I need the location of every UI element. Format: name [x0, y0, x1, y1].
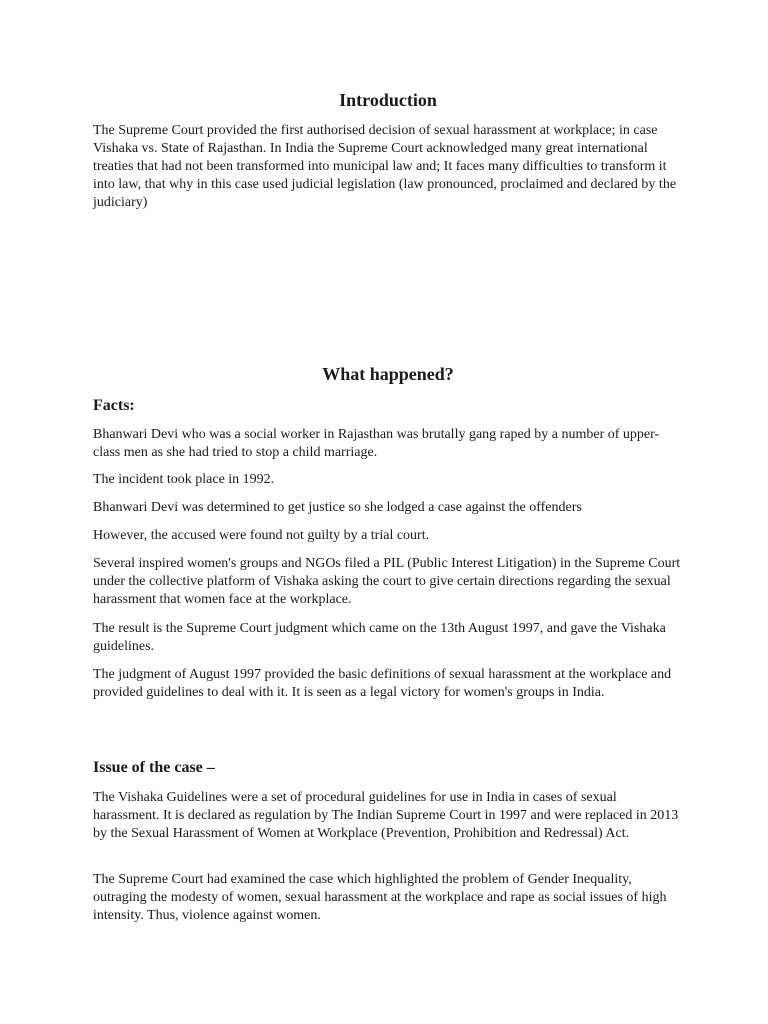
fact-paragraph: [93, 555, 683, 609]
introduction-heading: Introduction: [339, 90, 437, 110]
fact-paragraph: [93, 620, 683, 656]
fact-paragraph-text: The judgment of August 1997 provided the basic definitions of sexual harassment at the workplace and provided guidelines to deal with it. It is seen as a legal victory for women's groups in India.: [93, 667, 672, 700]
fact-paragraph: [93, 666, 683, 702]
fact-paragraph: [93, 499, 683, 517]
issue-paragraph: [93, 871, 683, 925]
what-happened-section: [93, 363, 683, 385]
fact-paragraph: [93, 426, 683, 462]
fact-paragraph-text: Bhanwari Devi who was a social worker in Rajasthan was brutally gang raped by a number of upper-class men as she had tried to stop a child marriage.: [93, 427, 660, 460]
introduction-section: [93, 89, 683, 111]
issue-paragraph: [93, 789, 683, 843]
fact-paragraph: [93, 471, 683, 489]
introduction-body: [93, 122, 683, 212]
facts-section: [93, 396, 683, 416]
issue-paragraph-text: The Supreme Court had examined the case which highlighted the problem of Gender Inequality, outraging the modesty of women, sexual harassment at the workplace and rape as social issues of high intensity. Thus, violence against women.: [93, 872, 667, 923]
fact-paragraph-text: However, the accused were found not guilty by a trial court.: [93, 528, 430, 543]
fact-paragraph: [93, 527, 683, 545]
facts-heading: Facts:: [93, 397, 135, 414]
fact-paragraph-text: The result is the Supreme Court judgment which came on the 13th August 1997, and gave the Vishaka guidelines.: [93, 621, 666, 654]
what-happened-heading: What happened?: [322, 364, 454, 384]
introduction-paragraph: The Supreme Court provided the first authorised decision of sexual harassment at workplace; in case Vishaka vs. State of Rajasthan. In India the Supreme Court acknowledged many great international treaties that had not been transformed into municipal law and; It faces many difficulties to transform it into law, that why in this case used judicial legislation (law pronounced, proclaimed and declared by the judiciary): [93, 123, 677, 210]
issue-heading: Issue of the case –: [93, 759, 215, 776]
issue-section: [93, 758, 683, 778]
fact-paragraph-text: The incident took place in 1992.: [93, 472, 275, 487]
fact-paragraph-text: Bhanwari Devi was determined to get justice so she lodged a case against the offenders: [93, 500, 582, 515]
issue-paragraph-text: The Vishaka Guidelines were a set of procedural guidelines for use in India in cases of sexual harassment. It is declared as regulation by The Indian Supreme Court in 1997 and were replaced in 2013 by the Sexual Harassment of Women at Workplace (Prevention, Prohibition and Redressal) Act.: [93, 790, 679, 841]
fact-paragraph-text: Several inspired women's groups and NGOs filed a PIL (Public Interest Litigation) in the Supreme Court under the collective platform of Vishaka asking the court to give certain directions regarding the sexual harassment that women face at the workplace.: [93, 556, 681, 607]
